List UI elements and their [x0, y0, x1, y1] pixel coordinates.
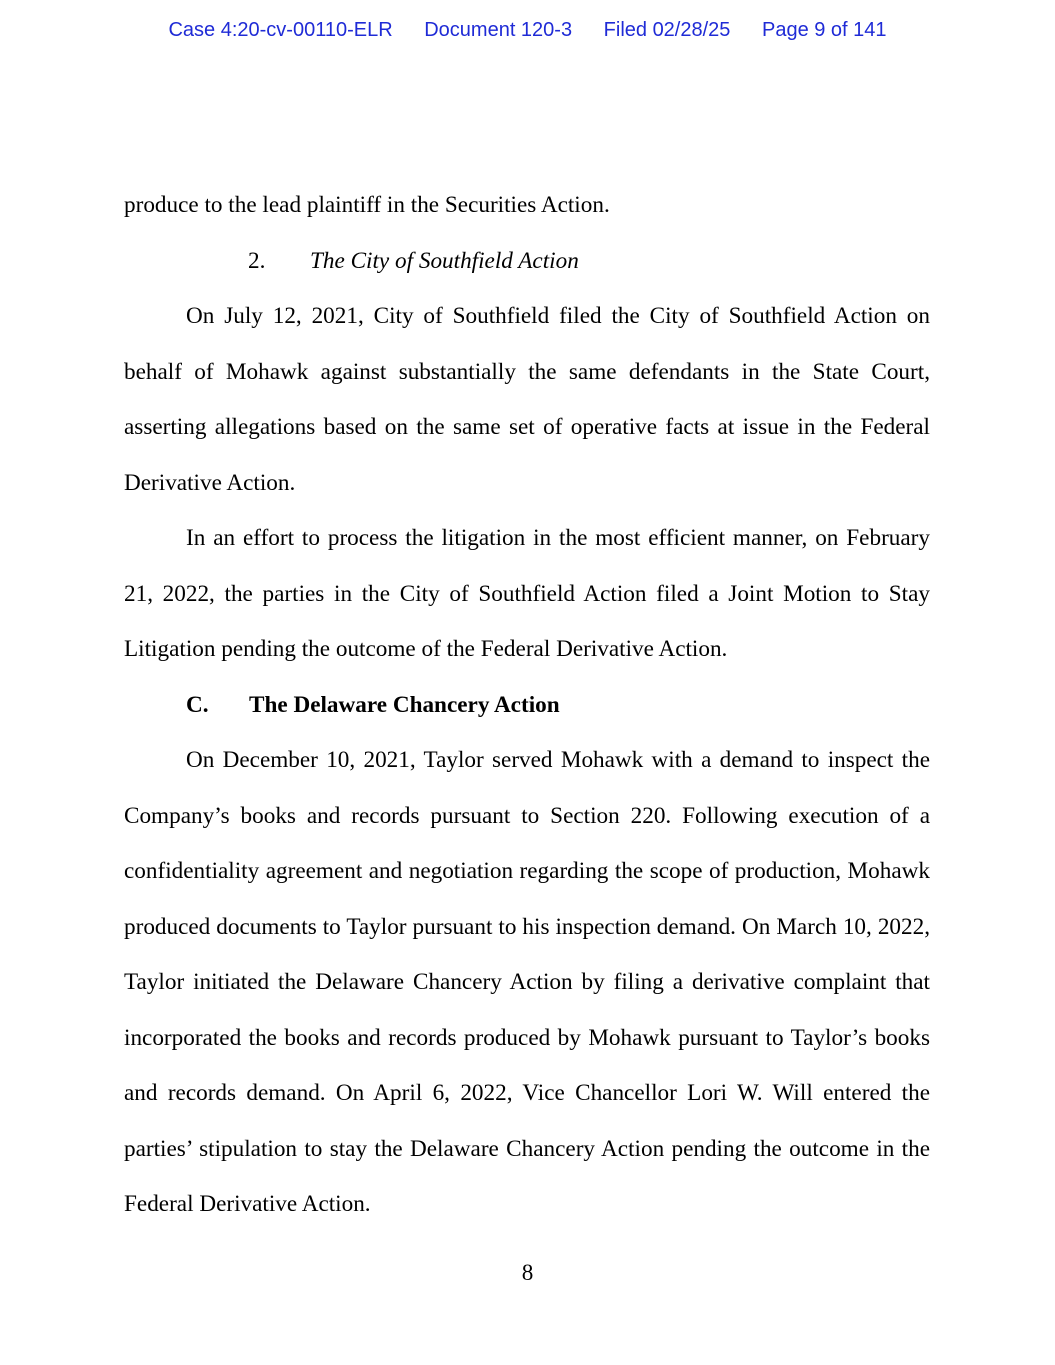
section-title: The Delaware Chancery Action [249, 691, 560, 718]
ecf-filing-header [0, 19, 1055, 42]
section-letter: C. [186, 691, 209, 718]
filed-date: Filed 02/28/25 [603, 19, 731, 41]
subsection-number: 2. [248, 247, 266, 274]
case-number: Case 4:20-cv-00110-ELR [168, 19, 393, 41]
subsection-heading [124, 234, 930, 290]
paragraph-southfield-filing: On July 12, 2021, City of Southfield filed the City of Southfield Action on behalf of Mohawk against substantially the same defendants in the State Court, asserting allegations based on the same set of operative facts at issue in the Federal Derivative Action. [124, 303, 930, 496]
document-number: Document 120-3 [424, 19, 573, 41]
page-number: 8 [521, 1260, 534, 1286]
paragraph-delaware-action: On December 10, 2021, Taylor served Mohawk with a demand to inspect the Company’s books and records pursuant to Section 220. Following execution of a confidentiality agreement and negotiation regarding the scope of production, Mohawk produced documents to Taylor pursuant to his inspection demand. On March 10, 2022, Taylor initiated the Delaware Chancery Action by filing a derivative complaint that incorporated the books and records produced by Mohawk pursuant to Taylor’s books and records demand. On April 6, 2022, Vice Chancellor Lori W. Will entered the parties’ stipulation to stay the Delaware Chancery Action pending the outcome in the Federal Derivative Action. [124, 747, 930, 1217]
continued-paragraph: produce to the lead plaintiff in the Securities Action. [124, 192, 610, 218]
paragraph-southfield-stay: In an effort to process the litigation in the most efficient manner, on February 21, 2022, the parties in the City of Southfield Action filed a Joint Motion to Stay Litigation pending the outcome of the Federal Derivative Action. [124, 525, 930, 662]
page-count: Page 9 of 141 [761, 19, 887, 41]
section-heading [124, 678, 930, 734]
subsection-title: The City of Southfield Action [310, 247, 579, 274]
document-body [124, 178, 930, 1233]
